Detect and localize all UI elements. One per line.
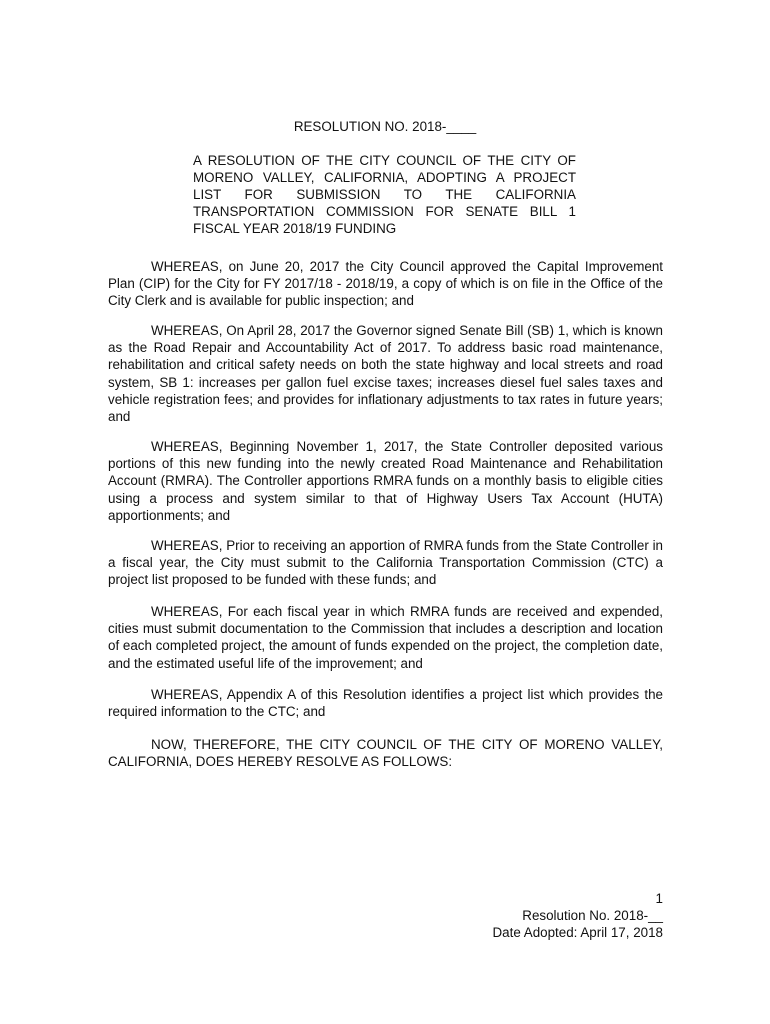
paragraph-text: WHEREAS, On April 28, 2017 the Governor signed Senate Bill (SB) 1, which is known as the Road Repair and Accountability Act of 2017. To address basic road maintenance, rehabilitation and critical safety needs on both the state highway and local streets and road system, SB 1: increases per gallon fuel excise taxes; increases diesel fuel sales taxes and vehicle registration fees; and provides for inflationary adjustments to tax rates in future years; and <box>108 323 663 425</box>
whereas-paragraph <box>108 258 663 310</box>
heading-line: TRANSPORTATION COMMISSION FOR SENATE BILL 1 <box>193 204 576 219</box>
whereas-paragraph <box>108 438 663 524</box>
footer-date-adopted: Date Adopted: April 17, 2018 <box>492 925 663 940</box>
whereas-paragraph <box>108 322 663 425</box>
paragraph-text: WHEREAS, Prior to receiving an apportion of RMRA funds from the State Controller in a fiscal year, the City must submit to the California Transportation Commission (CTC) a project list proposed to be funded with these funds; and <box>108 538 663 588</box>
whereas-paragraph <box>108 686 663 720</box>
whereas-paragraph <box>108 537 663 589</box>
paragraph-text: WHEREAS, Appendix A of this Resolution identifies a project list which provides the required information to the CTC; and <box>108 687 663 720</box>
heading-line: A RESOLUTION OF THE CITY COUNCIL OF THE CITY OF <box>193 153 576 168</box>
resolution-title: RESOLUTION NO. 2018-____ <box>293 119 477 134</box>
resolution-heading <box>193 152 576 237</box>
paragraph-text: WHEREAS, Beginning November 1, 2017, the State Controller deposited various portions of this new funding into the newly created Road Maintenance and Rehabilitation Account (RMRA). The Controller apportions RMRA funds on a monthly basis to eligible cities using a process and system similar to that of Highway Users Tax Account (HUTA) apportionments; and <box>108 439 663 523</box>
paragraph-text: WHEREAS, For each fiscal year in which RMRA funds are received and expended, cities must submit documentation to the Commission that includes a description and location of each completed project, the amount of funds expended on the project, the completion date, and the estimated useful life of the improvement; and <box>108 604 663 671</box>
footer-resolution-no: Resolution No. 2018-__ <box>522 908 663 923</box>
page-number: 1 <box>655 891 663 906</box>
now-therefore-paragraph <box>108 736 663 770</box>
whereas-paragraph <box>108 603 663 672</box>
heading-line: MORENO VALLEY, CALIFORNIA, ADOPTING A PROJECT <box>193 170 576 185</box>
paragraph-text: NOW, THEREFORE, THE CITY COUNCIL OF THE CITY OF MORENO VALLEY, CALIFORNIA, DOES HEREBY RESOLVE AS FOLLOWS: <box>108 737 663 770</box>
paragraph-text: WHEREAS, on June 20, 2017 the City Council approved the Capital Improvement Plan (CIP) for the City for FY 2017/18 - 2018/19, a copy of which is on file in the Office of the City Clerk and is available for public inspection; and <box>108 259 663 309</box>
heading-line: LIST FOR SUBMISSION TO THE CALIFORNIA <box>193 187 576 202</box>
page-footer <box>493 890 664 941</box>
heading-line: FISCAL YEAR 2018/19 FUNDING <box>193 221 397 236</box>
